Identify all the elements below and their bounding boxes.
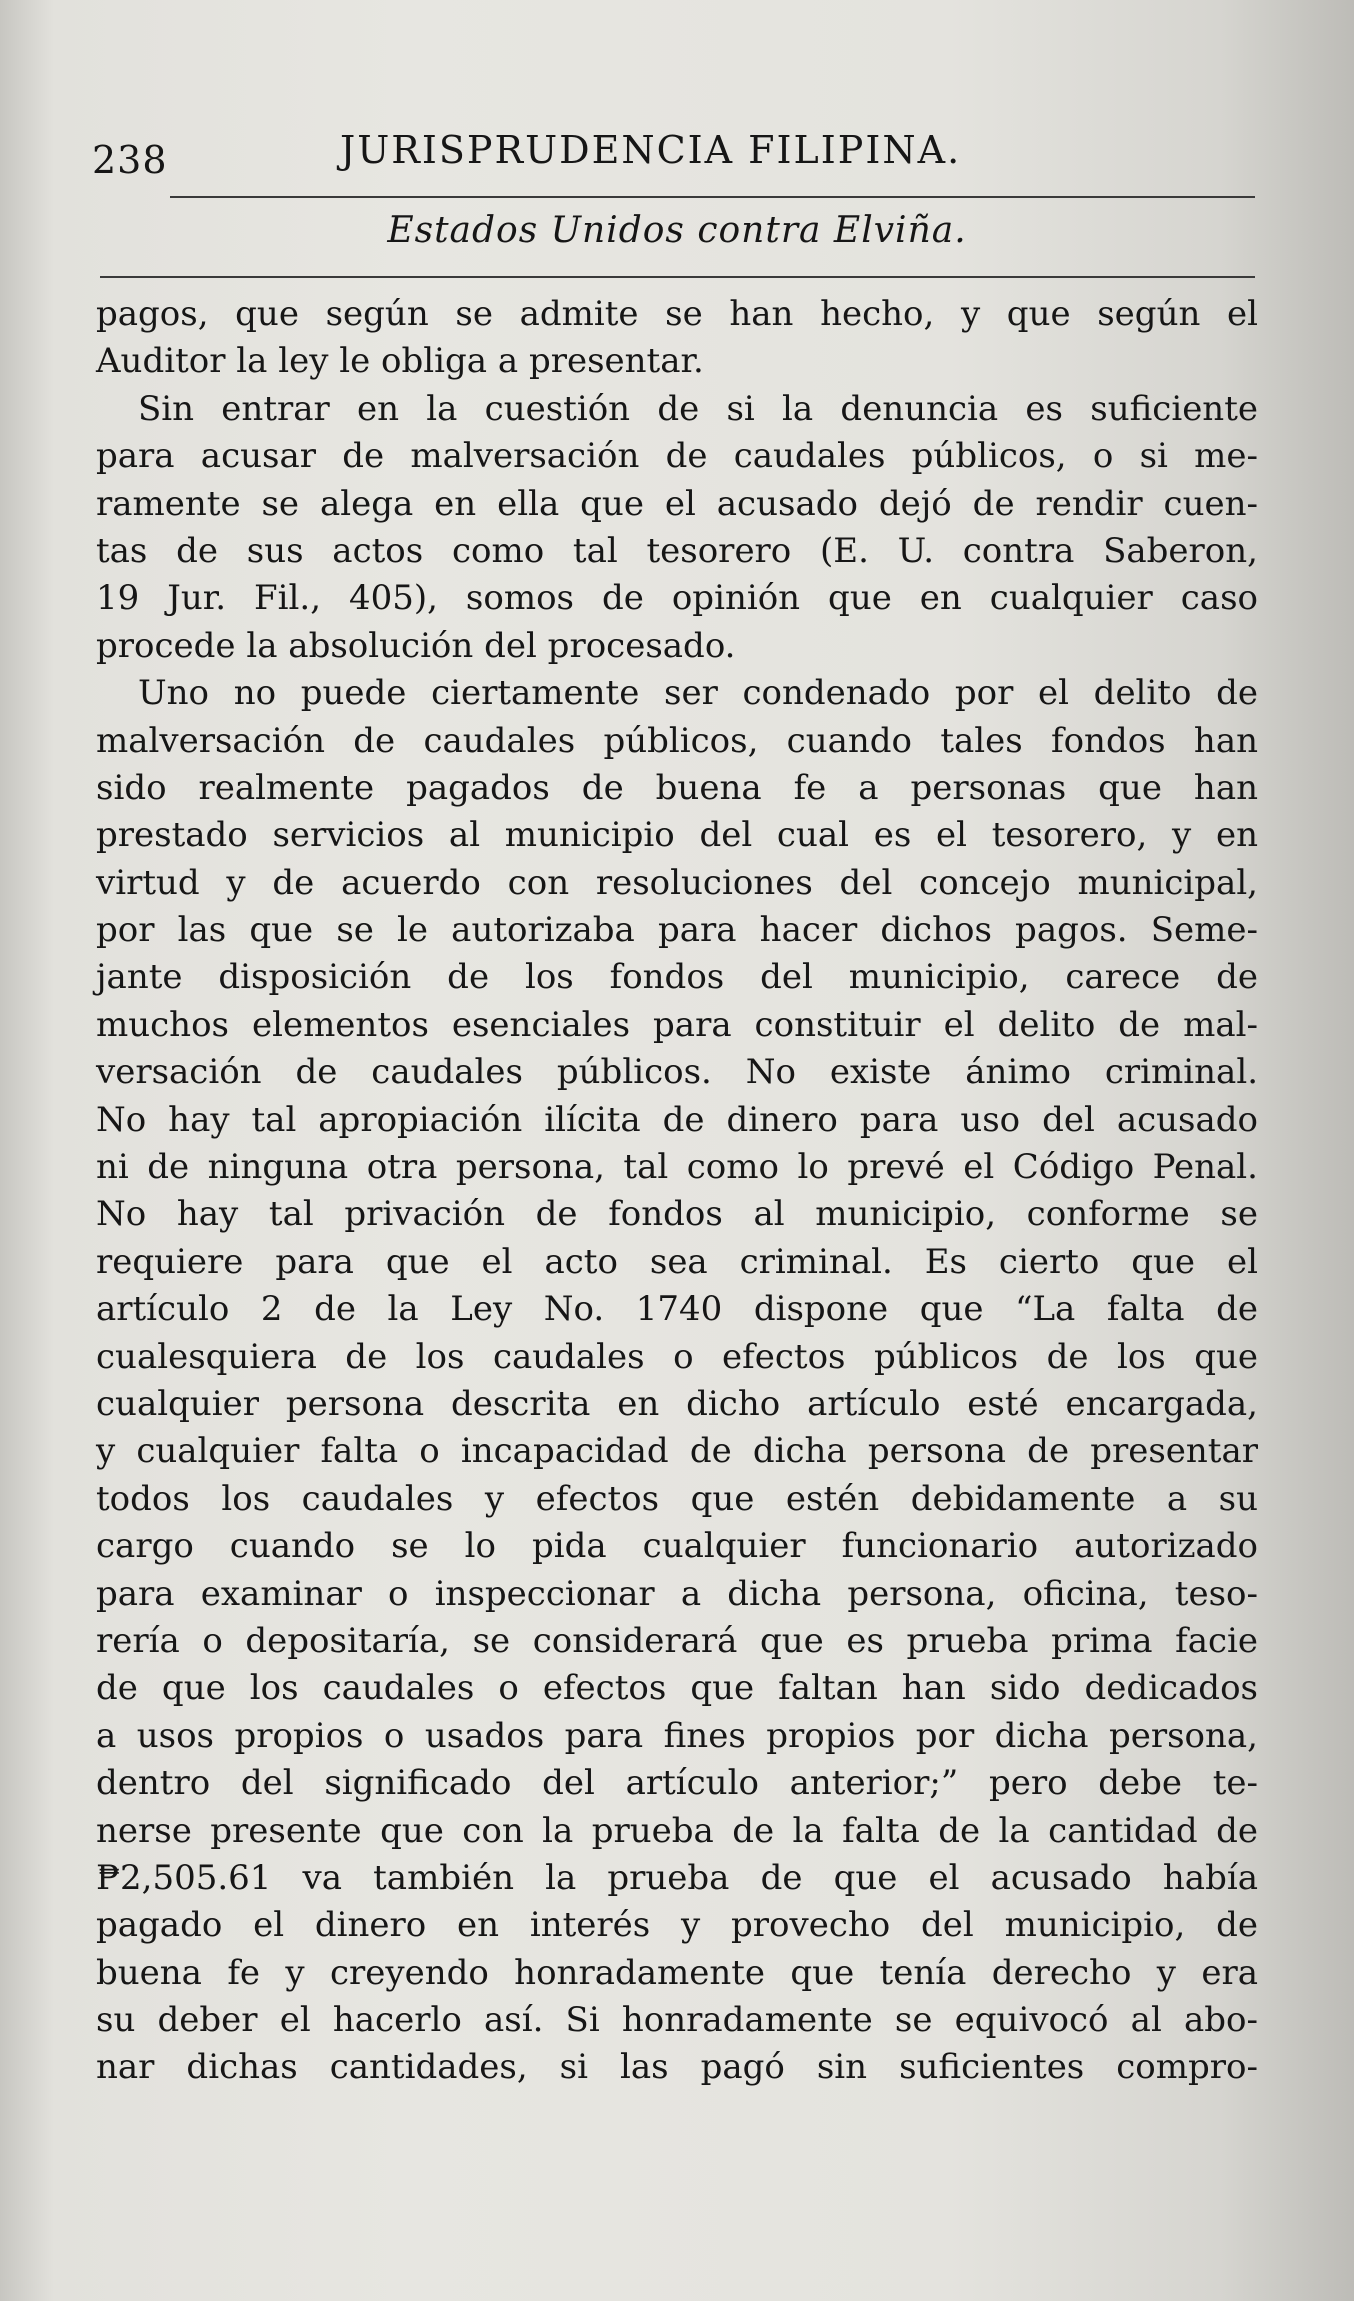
text-line: 19 Jur. Fil., 405), somos de opinión que en cualquier caso	[96, 578, 1258, 619]
text-line: No hay tal privación de fondos al municipio, conforme se	[96, 1194, 1258, 1235]
text-line: sido realmente pagados de buena fe a personas que han	[96, 767, 1258, 808]
text-line: dentro del significado del artículo anterior;” pero debe te-	[96, 1763, 1258, 1804]
header-rule-bottom	[100, 276, 1255, 278]
text-line: requiere para que el acto sea criminal. Es cierto que el	[96, 1241, 1258, 1282]
header-rule-top	[170, 196, 1255, 198]
text-line: rería o depositaría, se considerará que es prueba prima facie	[96, 1620, 1258, 1661]
text-line: procede la absolución del procesado.	[96, 625, 736, 666]
text-line: Sin entrar en la cuestión de si la denuncia es suficiente	[138, 388, 1258, 429]
text-line: cualquier persona descrita en dicho artículo esté encargada,	[96, 1383, 1258, 1424]
text-line: versación de caudales públicos. No existe ánimo criminal.	[96, 1052, 1258, 1093]
text-line: buena fe y creyendo honradamente que tenía derecho y era	[96, 1952, 1258, 1993]
text-line: muchos elementos esenciales para constituir el delito de mal-	[96, 1004, 1258, 1045]
text-line: cualesquiera de los caudales o efectos públicos de los que	[96, 1336, 1258, 1377]
text-line: artículo 2 de la Ley No. 1740 dispone que “La falta de	[96, 1289, 1258, 1330]
text-line: No hay tal apropiación ilícita de dinero para uso del acusado	[96, 1099, 1258, 1140]
text-line: por las que se le autorizaba para hacer dichos pagos. Seme-	[96, 910, 1258, 951]
text-line: de que los caudales o efectos que faltan han sido dedicados	[96, 1668, 1258, 1709]
text-line: ramente se alega en ella que el acusado dejó de rendir cuen-	[96, 483, 1258, 524]
text-line: pagado el dinero en interés y provecho del municipio, de	[96, 1905, 1258, 1946]
page-number: 238	[92, 138, 168, 182]
text-line: Uno no puede ciertamente ser condenado por el delito de	[138, 673, 1258, 714]
case-title: Estados Unidos contra Elviña.	[387, 210, 967, 251]
running-head: JURISPRUDENCIA FILIPINA.	[340, 128, 962, 172]
text-line: Auditor la ley le obliga a presentar.	[96, 341, 704, 382]
body-text	[96, 291, 1258, 2092]
text-line: nerse presente que con la prueba de la falta de la cantidad de	[96, 1810, 1258, 1851]
text-line: cargo cuando se lo pida cualquier funcionario autorizado	[96, 1526, 1258, 1567]
text-line: ni de ninguna otra persona, tal como lo prevé el Código Penal.	[96, 1147, 1258, 1188]
text-line: para acusar de malversación de caudales públicos, o si me-	[96, 436, 1258, 477]
text-line: todos los caudales y efectos que estén debidamente a su	[96, 1478, 1258, 1519]
text-line: prestado servicios al municipio del cual es el tesorero, y en	[96, 815, 1258, 856]
text-line: para examinar o inspeccionar a dicha persona, oficina, teso-	[96, 1573, 1258, 1614]
text-line: su deber el hacerlo así. Si honradamente se equivocó al abo-	[96, 2000, 1258, 2041]
text-line: y cualquier falta o incapacidad de dicha persona de presentar	[96, 1431, 1258, 1472]
text-line: pagos, que según se admite se han hecho, y que según el	[96, 294, 1258, 334]
text-line: tas de sus actos como tal tesorero (E. U. contra Saberon,	[96, 530, 1258, 571]
text-line: virtud y de acuerdo con resoluciones del concejo municipal,	[96, 862, 1258, 903]
text-line: jante disposición de los fondos del municipio, carece de	[96, 957, 1258, 998]
text-line: malversación de caudales públicos, cuando tales fondos han	[96, 720, 1258, 761]
text-line: nar dichas cantidades, si las pagó sin suficientes compro-	[96, 2047, 1258, 2088]
text-line: a usos propios o usados para fines propios por dicha persona,	[96, 1715, 1258, 1756]
text-line: ₱2,505.61 va también la prueba de que el acusado había	[96, 1857, 1258, 1898]
